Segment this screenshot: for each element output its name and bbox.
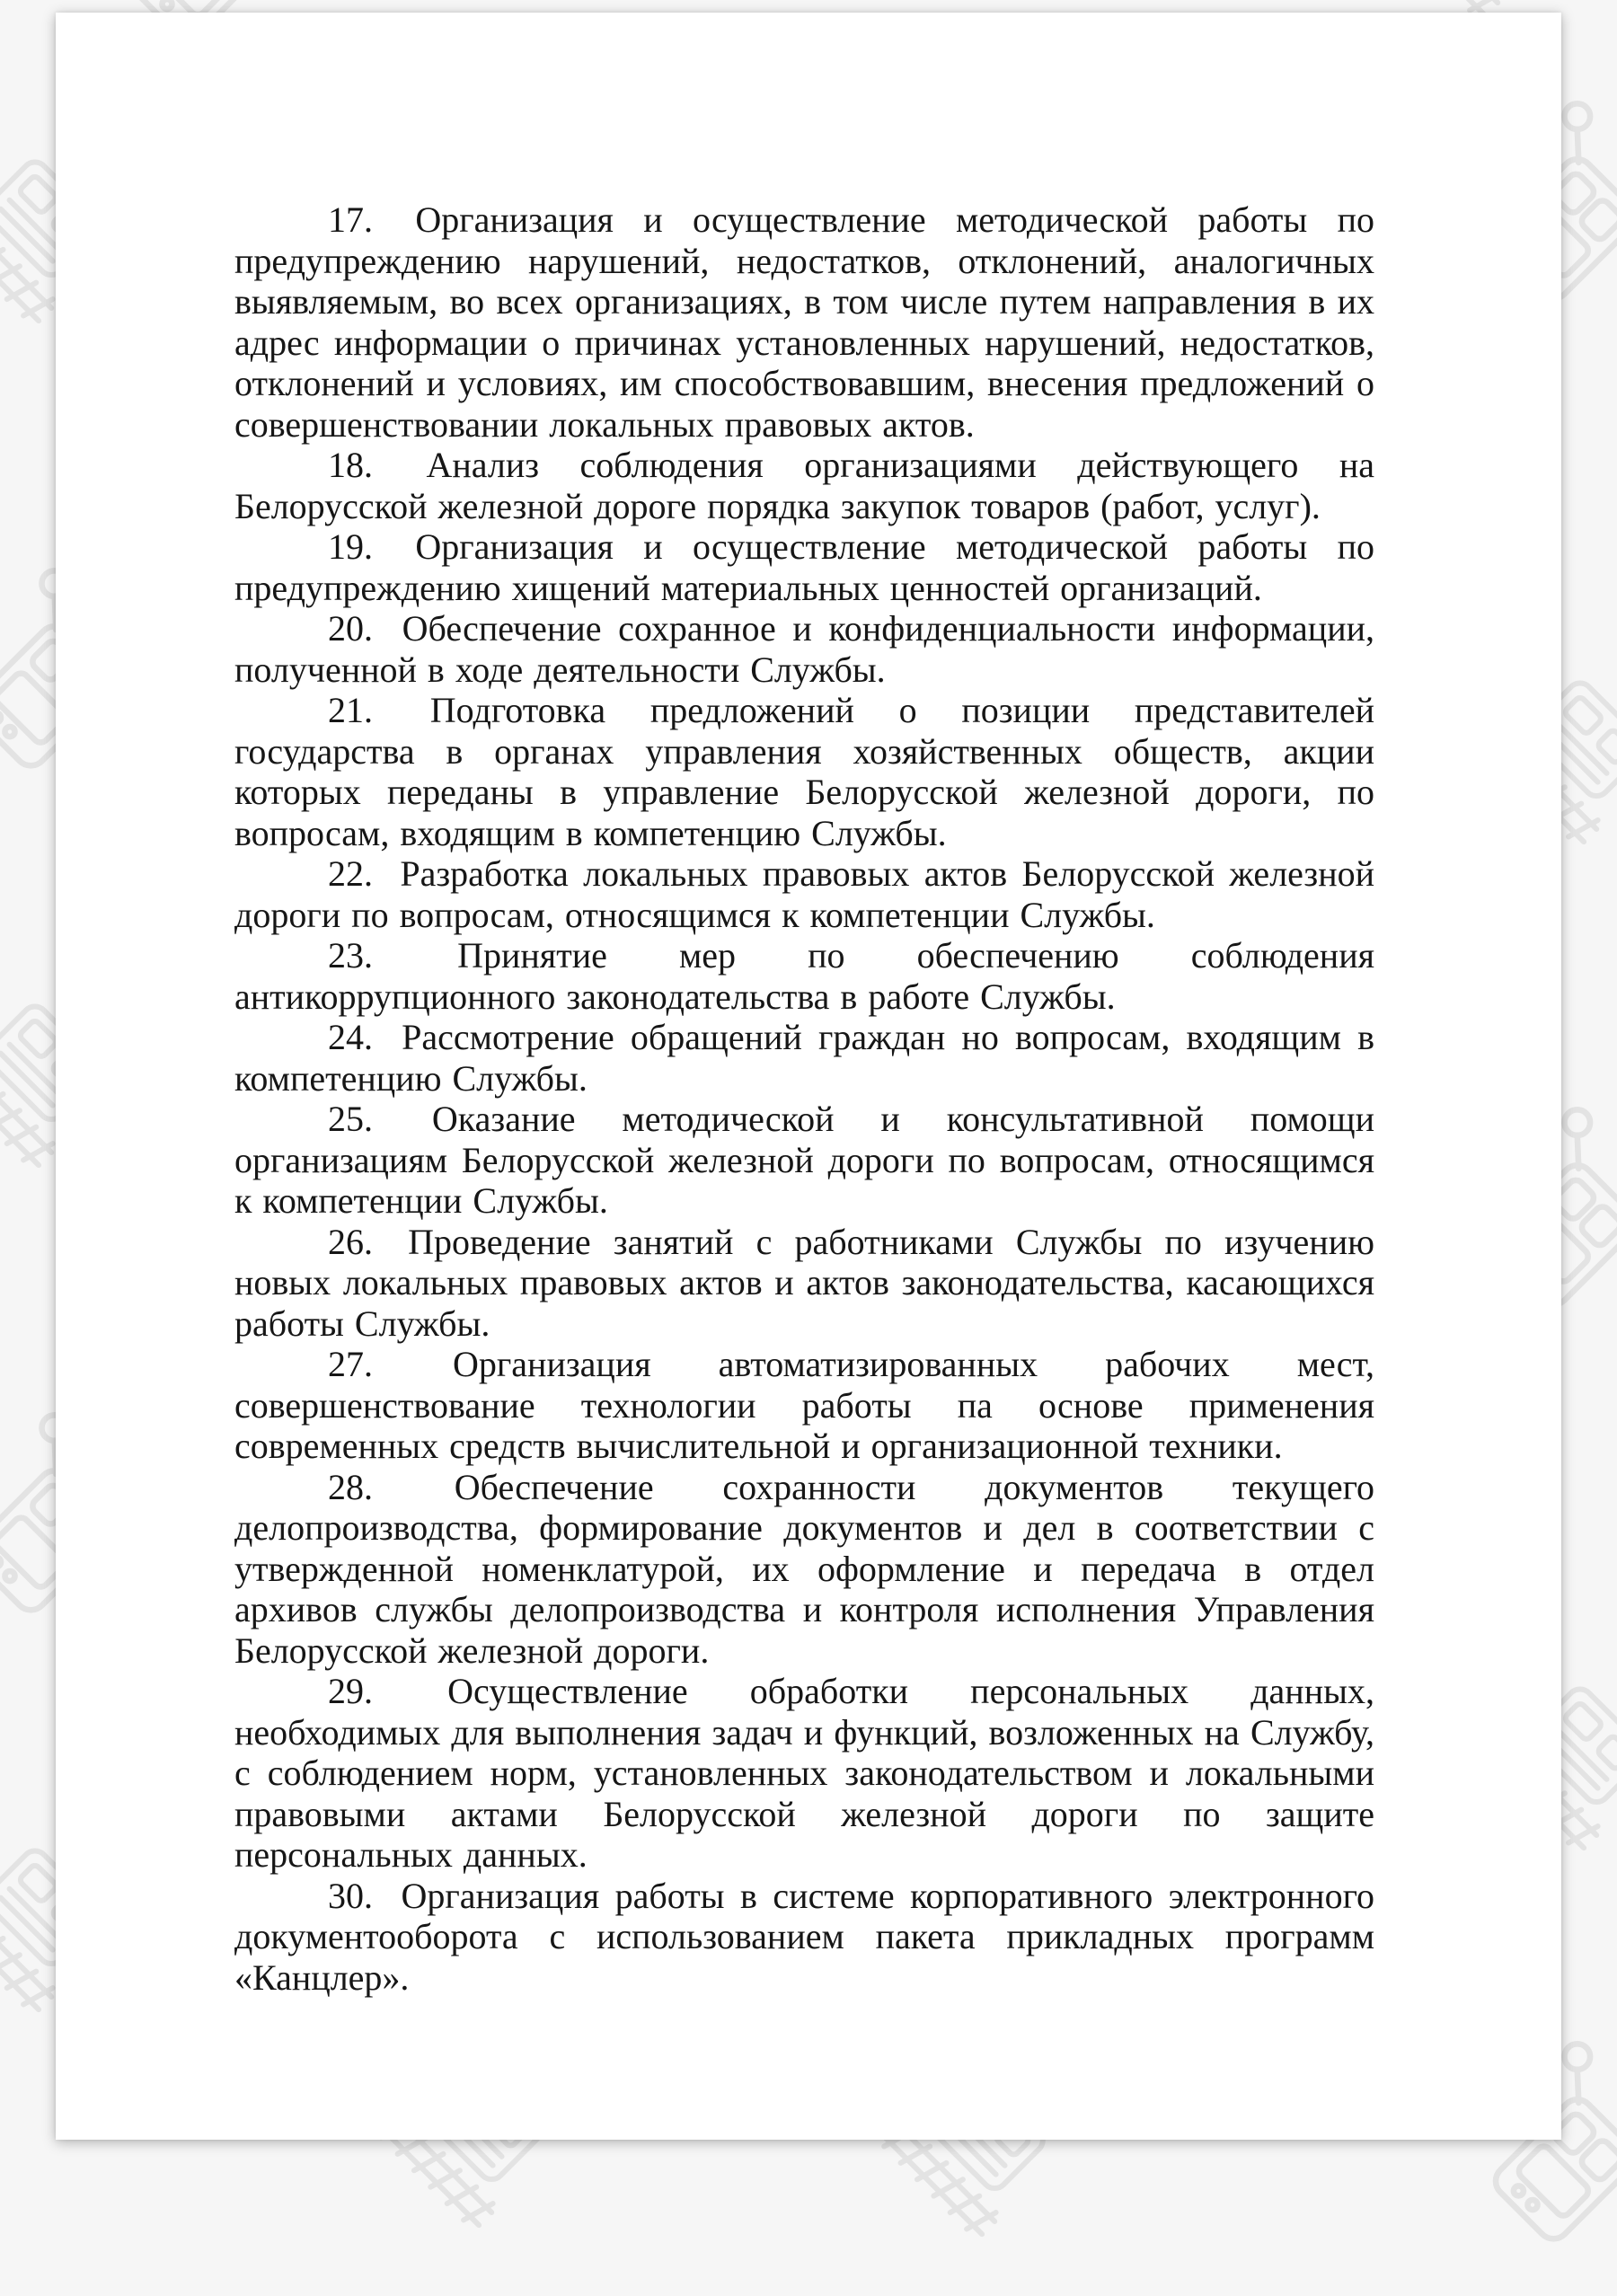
paragraph-text: Анализ соблюдения организациями действующего на Белорусской железной дороге порядка закупок товаров (работ, услуг).: [234, 445, 1374, 526]
paragraph-text: Организация автоматизированных рабочих мест, совершенствование технологии работы па основе применения современных средств вычислительной и организационной техники.: [234, 1344, 1374, 1466]
paragraph: [234, 1099, 1374, 1222]
paragraph: [234, 690, 1374, 853]
paragraph: [234, 608, 1374, 690]
paragraph-number: 28.: [328, 1466, 373, 1507]
paragraph: [234, 1876, 1374, 1999]
paragraph-number: 20.: [328, 608, 373, 649]
paragraph: [234, 1671, 1374, 1876]
paragraph-text: Обеспечение сохранности документов текущего делопроизводства, формирование документов и дел в соответствии с утвержденной номенклатурой, их оформление и передача в отдел архивов службы делопроизводства и контроля исполнения Управления Белорусской железной дороги.: [234, 1466, 1374, 1671]
paragraph-number: 25.: [328, 1099, 373, 1139]
paragraph-number: 17.: [328, 199, 373, 240]
paragraph-number: 19.: [328, 526, 373, 567]
paragraph: [234, 853, 1374, 935]
paragraph-text: Оказание методической и консультативной помощи организациям Белорусской железной дороги по вопросам, относящимся к компетенции Службы.: [234, 1099, 1375, 1221]
paragraph-text: Осуществление обработки персональных данных, необходимых для выполнения задач и функций, возложенных на Службу, с соблюдением норм, установленных законодательством и локальными правовыми актами Белорусской железной дороги по защите персональных данных.: [234, 1671, 1374, 1875]
paragraph-number: 27.: [328, 1344, 373, 1384]
paragraph-text: Подготовка предложений о позиции представителей государства в органах управления хозяйственных обществ, акции которых переданы в управление Белорусской железной дороги, по вопросам, входящим в компетенцию Службы.: [234, 690, 1374, 853]
paragraph-text: Принятие мер по обеспечению соблюдения антикоррупционного законодательства в работе Службы.: [234, 935, 1375, 1017]
document-body: [234, 199, 1374, 1998]
paragraph-number: 22.: [328, 853, 373, 894]
paragraph-text: Разработка локальных правовых актов Белорусской железной дороги по вопросам, относящимся к компетенции Службы.: [234, 853, 1375, 935]
paragraph-text: Рассмотрение обращений граждан но вопросам, входящим в компетенцию Службы.: [234, 1017, 1375, 1099]
paragraph: [234, 1344, 1374, 1467]
paragraph-number: 24.: [328, 1017, 373, 1057]
paragraph-text: Организация работы в системе корпоративного электронного документооборота с использованием пакета прикладных программ «Канцлер».: [234, 1875, 1374, 1998]
paragraph-text: Обеспечение сохранное и конфиденциальности информации, полученной в ходе деятельности Службы.: [234, 608, 1375, 690]
paragraph-text: Проведение занятий с работниками Службы по изучению новых локальных правовых актов и актов законодательства, касающихся работы Службы.: [234, 1221, 1374, 1344]
paragraph: [234, 526, 1374, 608]
paragraph-text: Организация и осуществление методической работы по предупреждению нарушений, недостатков, отклонений, аналогичных выявляемым, во всех организациях, в том числе путем направления в их адрес информации о причинах установленных нарушений, недостатков, отклонений и условиях, им способствовавшим, внесения предложений о совершенствовании локальных правовых актов.: [234, 199, 1375, 445]
paragraph-number: 26.: [328, 1221, 373, 1262]
paragraph: [234, 445, 1374, 526]
paragraph: [234, 1222, 1374, 1345]
paragraph-number: 23.: [328, 935, 373, 976]
paragraph-number: 18.: [328, 445, 373, 485]
paragraph-number: 29.: [328, 1671, 373, 1711]
paragraph: [234, 1017, 1374, 1099]
paragraph: [234, 935, 1374, 1017]
document-page: [56, 13, 1561, 2140]
paragraph: [234, 1467, 1374, 1672]
paragraph-text: Организация и осуществление методической работы по предупреждению хищений материальных ценностей организаций.: [234, 526, 1375, 608]
paragraph-number: 30.: [328, 1875, 373, 1916]
paragraph-number: 21.: [328, 690, 373, 730]
paragraph: [234, 199, 1374, 445]
